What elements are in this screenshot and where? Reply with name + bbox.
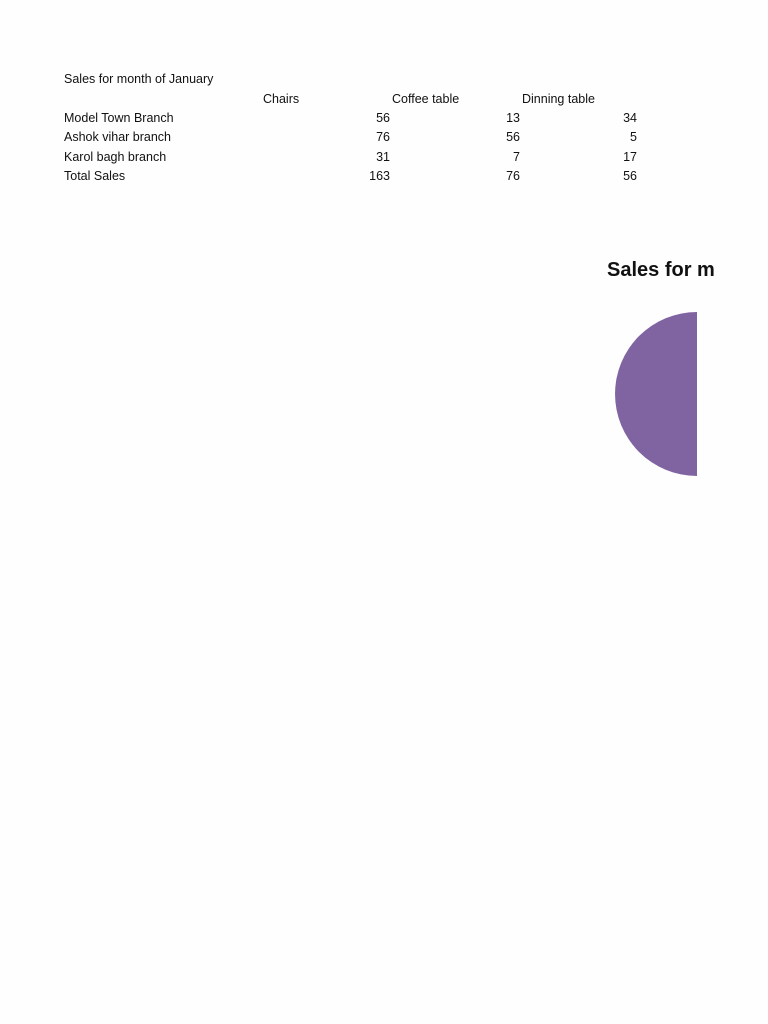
- cell-value: 76: [376, 130, 390, 144]
- column-header-coffee-table: Coffee table: [392, 92, 460, 106]
- cell-value: 163: [369, 169, 390, 183]
- pie-slice-visible: [615, 312, 697, 476]
- cell-value: 34: [623, 111, 637, 125]
- chart-title: Sales for m: [607, 259, 715, 281]
- cell-value: 17: [623, 150, 637, 164]
- cell-value: 56: [506, 130, 520, 144]
- row-label: Model Town Branch: [64, 111, 174, 125]
- cell-value: 56: [376, 111, 390, 125]
- pie-chart: [600, 300, 697, 490]
- row-label: Karol bagh branch: [64, 150, 167, 164]
- cell-value: 31: [376, 150, 390, 164]
- row-label: Ashok vihar branch: [64, 130, 172, 144]
- cell-value: 76: [506, 169, 520, 183]
- cell-value: 13: [506, 111, 520, 125]
- column-header-dinning-table: Dinning table: [522, 92, 595, 106]
- cell-value: 7: [513, 150, 520, 164]
- cell-value: 56: [623, 169, 637, 183]
- row-label: Total Sales: [64, 169, 126, 183]
- column-header-chairs: Chairs: [263, 92, 300, 106]
- sheet-caption: Sales for month of January: [64, 72, 214, 86]
- pie-chart-svg: [600, 300, 697, 490]
- cell-value: 5: [630, 130, 637, 144]
